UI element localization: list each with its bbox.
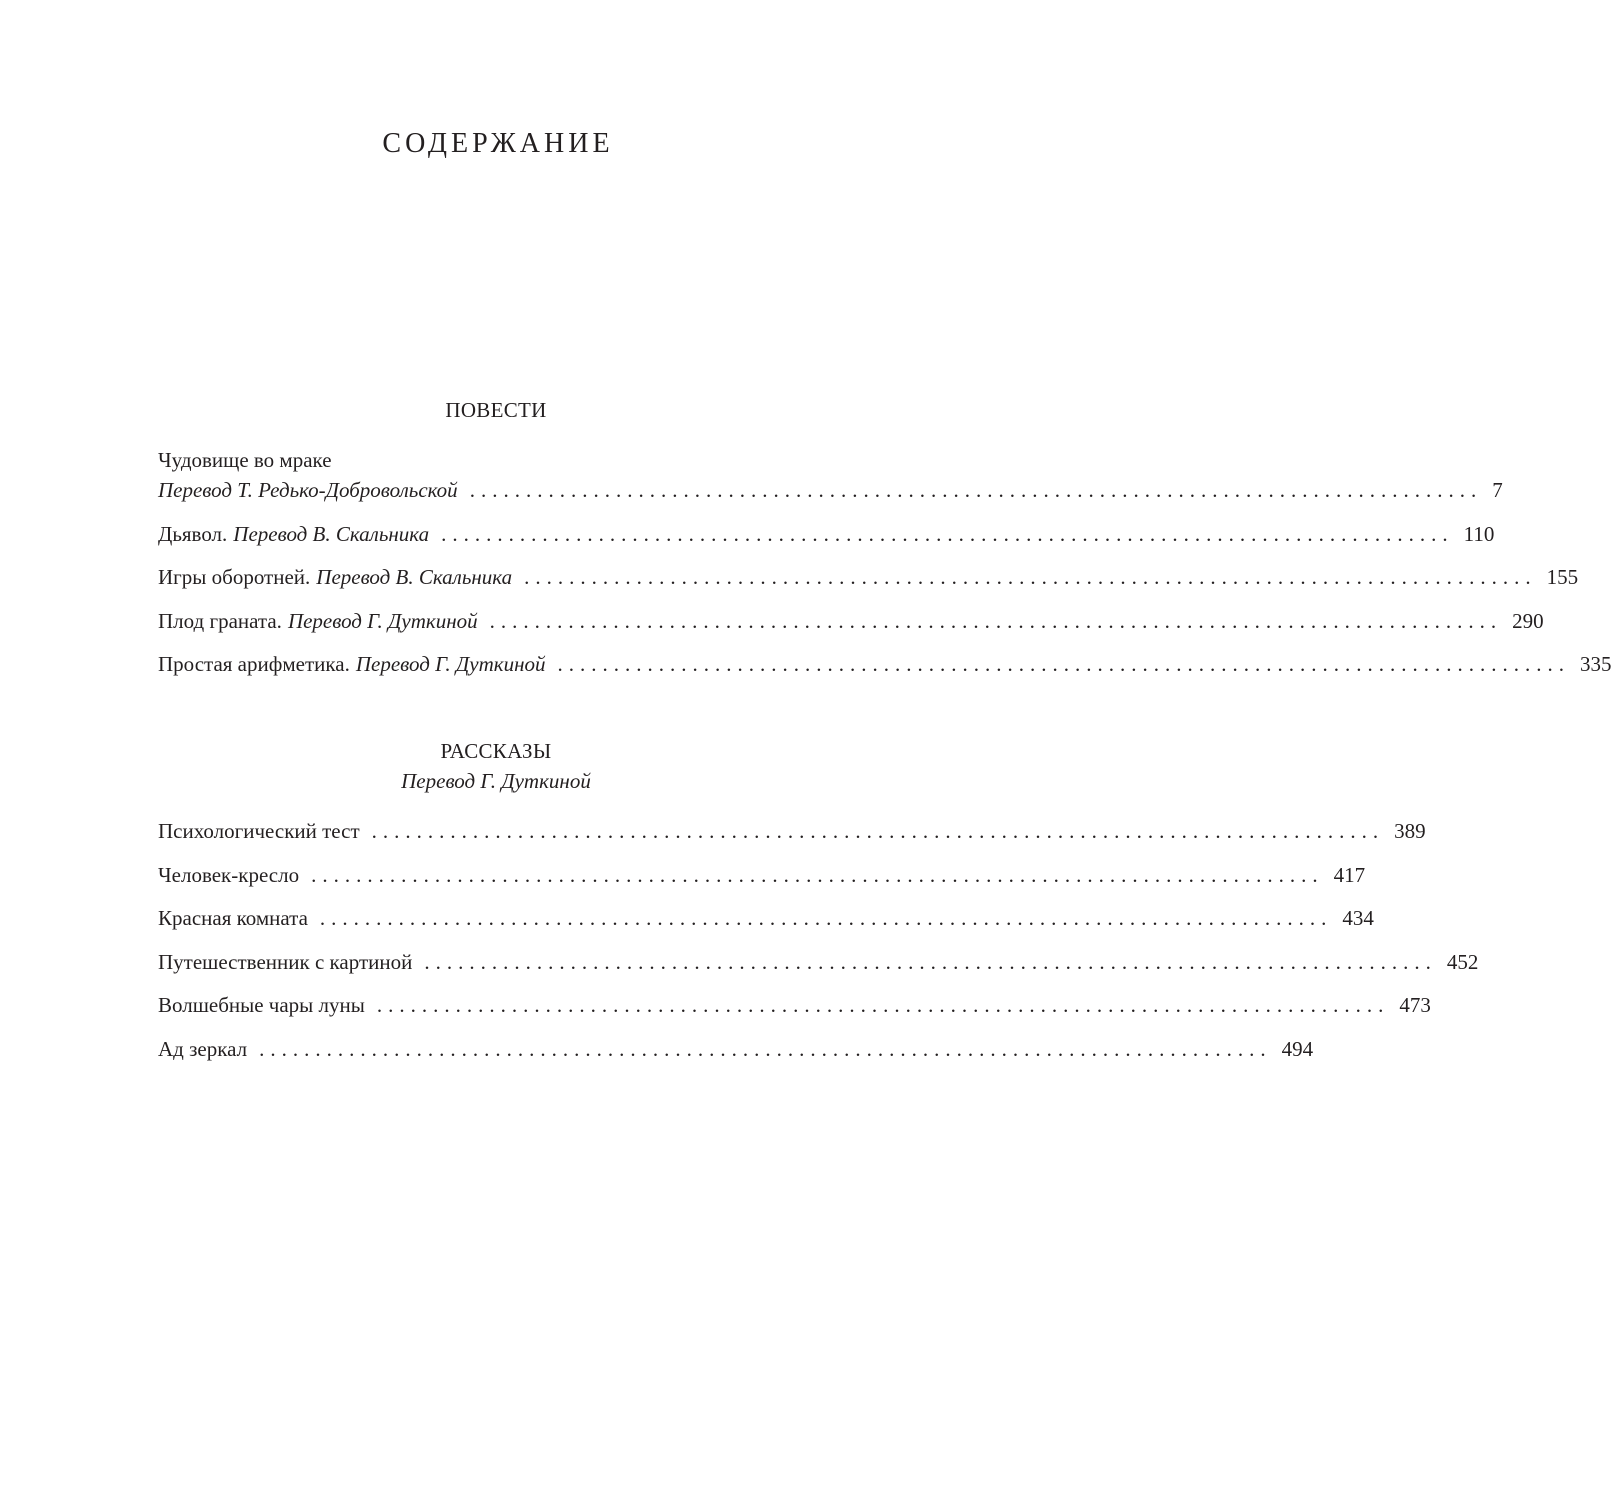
- toc-item-title: Красная комната: [158, 906, 308, 930]
- section-novellas: [158, 395, 1612, 693]
- toc-item[interactable]: [158, 445, 1503, 505]
- dot-leader: ..........................................................................................: [311, 862, 1324, 887]
- toc-item[interactable]: [158, 649, 1612, 679]
- toc-item-page: 494: [1281, 1036, 1314, 1061]
- toc-item-page: 110: [1463, 521, 1495, 546]
- toc-item[interactable]: [158, 990, 1431, 1020]
- toc-list: [158, 816, 1479, 1064]
- toc-item-title: Чудовище во мраке: [158, 448, 332, 472]
- toc-item-title: Простая арифметика.: [158, 652, 350, 676]
- toc-item-title: Путешественник с картиной: [158, 949, 413, 974]
- toc-item-page: 155: [1546, 565, 1579, 589]
- toc-item-page: 452: [1446, 949, 1479, 974]
- toc-item-title: Человек-кресло: [158, 862, 300, 887]
- toc-item[interactable]: [158, 947, 1479, 977]
- toc-item[interactable]: [158, 1034, 1314, 1064]
- toc-item-title: Психологический тест: [158, 819, 360, 843]
- page-title: СОДЕРЖАНИЕ: [382, 128, 614, 159]
- dot-leader: ..........................................................................................: [424, 949, 1437, 974]
- toc-list: [158, 445, 1612, 679]
- dot-leader: ..........................................................................................: [319, 906, 1333, 930]
- toc-item-title: Волшебные чары луны: [158, 993, 365, 1017]
- toc-item-translator: Перевод В. Скальника: [316, 565, 513, 589]
- section-title: РАССКАЗЫ: [440, 739, 552, 763]
- dot-leader: ..........................................................................................: [259, 1036, 1272, 1061]
- toc-item-page: 417: [1333, 862, 1366, 887]
- dot-leader: ..........................................................................................: [469, 478, 1483, 502]
- toc-item-page: 290: [1512, 608, 1544, 633]
- toc-item-page: 389: [1394, 819, 1426, 843]
- dot-leader: ..........................................................................................: [441, 521, 1454, 546]
- toc-item[interactable]: [158, 816, 1426, 846]
- toc-item-translator: Перевод В. Скальника: [233, 521, 430, 546]
- toc-item[interactable]: [158, 903, 1374, 933]
- toc-item-page: 473: [1399, 993, 1431, 1017]
- dot-leader: ..........................................................................................: [524, 565, 1537, 589]
- toc-item[interactable]: [158, 860, 1366, 890]
- dot-leader: ..........................................................................................: [489, 608, 1503, 633]
- toc-item-title: Игры оборотней.: [158, 565, 311, 589]
- toc-item[interactable]: [158, 562, 1579, 592]
- toc-item-title: Ад зеркал: [158, 1036, 248, 1061]
- toc-item[interactable]: [158, 519, 1495, 549]
- dot-leader: ..........................................................................................: [557, 652, 1571, 676]
- toc-item-page: 7: [1492, 478, 1503, 502]
- toc-item-title: Плод граната.: [158, 608, 282, 633]
- toc-item-translator: Перевод Г. Дуткиной: [287, 608, 478, 633]
- toc-item-page: 434: [1342, 906, 1374, 930]
- section-subtitle: Перевод Г. Дуткиной: [401, 769, 591, 793]
- toc-item-translator: Перевод Г. Дуткиной: [355, 652, 546, 676]
- toc-item-translator: Перевод Т. Редько-Добровольской: [158, 478, 458, 502]
- toc-item-page: 335: [1580, 652, 1612, 676]
- dot-leader: ..........................................................................................: [376, 993, 1390, 1017]
- section-stories: [158, 736, 1479, 1077]
- toc-item[interactable]: [158, 606, 1544, 636]
- section-title: ПОВЕСТИ: [445, 398, 547, 422]
- toc-item-title: Дьявол.: [158, 521, 228, 546]
- dot-leader: ..........................................................................................: [371, 819, 1385, 843]
